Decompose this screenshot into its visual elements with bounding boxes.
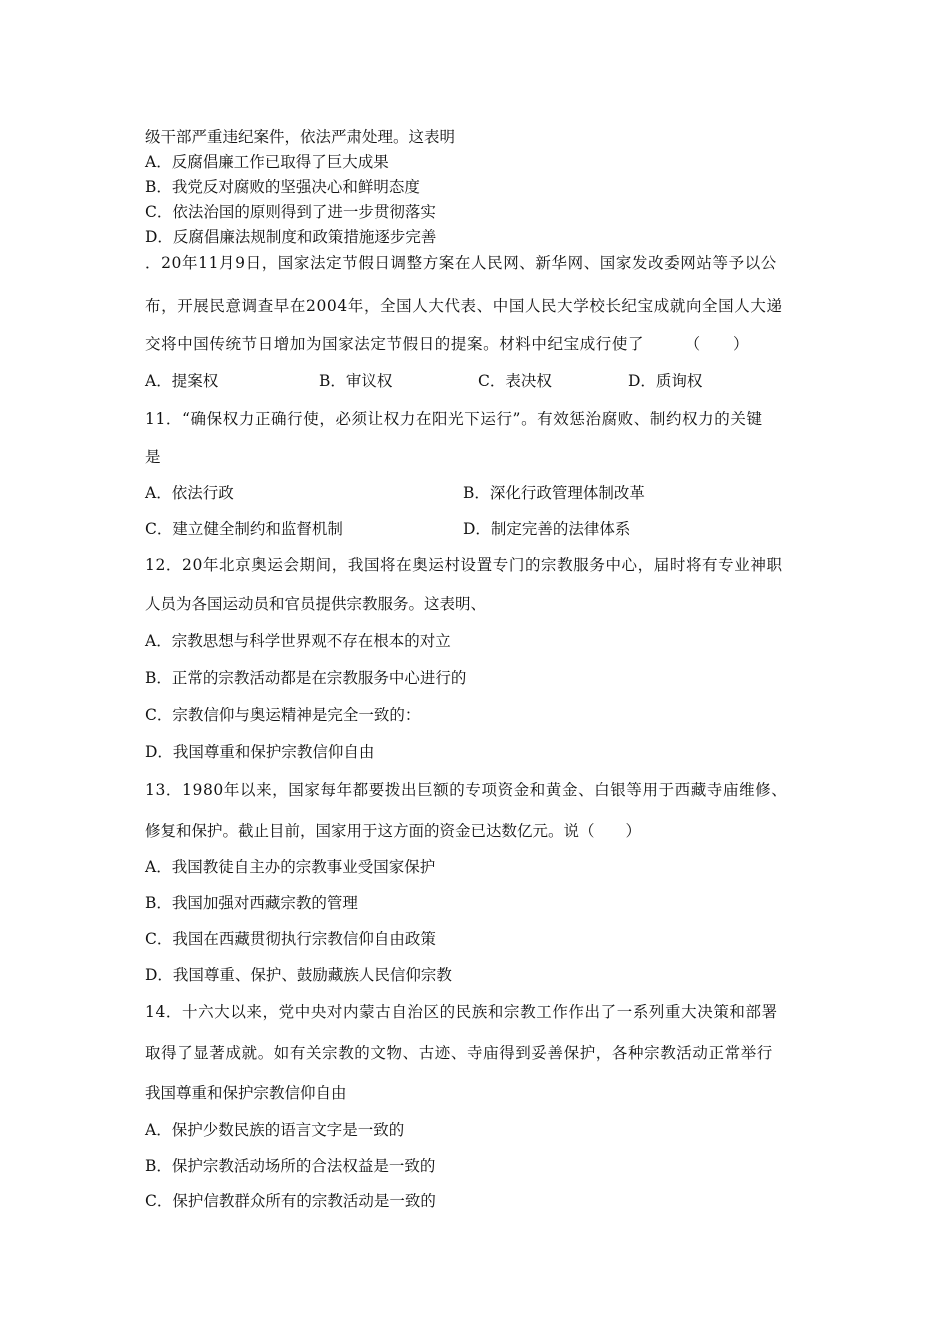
option-d: D．反腐倡廉法规制度和政策措施逐步完善	[145, 228, 437, 246]
question-13-line-1: 13．1980年以来，国家每年都要拨出巨额的专项资金和黄金、白银等用于西藏寺庙维修、	[145, 781, 788, 799]
option-c: C．建立健全制约和监督机制	[145, 520, 343, 538]
option-b: B．我国加强对西藏宗教的管理	[145, 894, 358, 912]
question-12-line-1: 12．20年北京奥运会期间，我国将在奥运村设置专门的宗教服务中心，届时将有专业神职	[145, 556, 783, 574]
option-d: D．制定完善的法律体系	[463, 520, 631, 538]
option-c: C．依法治国的原则得到了进一步贯彻落实	[145, 203, 436, 221]
question-11-line-1: 11．“确保权力正确行使，必须让权力在阳光下运行”。有效惩治腐败、制约权力的关键	[145, 410, 763, 428]
option-d: D．质询权	[628, 372, 703, 390]
option-a: A．依法行政	[145, 484, 234, 502]
question-10-line-2: 布，开展民意调查早在2004年，全国人大代表、中国人民大学校长纪宝成就向全国人大递	[145, 297, 783, 315]
option-a: A．保护少数民族的语言文字是一致的	[145, 1121, 405, 1139]
question-13-line-2: 修复和保护。截止目前，国家用于这方面的资金已达数亿元。说（ ）	[145, 822, 642, 840]
text-line: 级干部严重违纪案件，依法严肃处理。这表明	[145, 128, 456, 146]
option-c: C．保护信教群众所有的宗教活动是一致的	[145, 1192, 436, 1210]
option-a: A．我国教徒自主办的宗教事业受国家保护	[145, 858, 436, 876]
option-c: C．表决权	[478, 372, 552, 390]
option-d: D．我国尊重和保护宗教信仰自由	[145, 743, 375, 761]
question-10-line-1: ．20年11月9日，国家法定节假日调整方案在人民网、新华网、国家发改委网站等予以公	[145, 254, 777, 272]
option-b: B．正常的宗教活动都是在宗教服务中心进行的	[145, 669, 467, 687]
option-a: A．反腐倡廉工作已取得了巨大成果	[145, 153, 389, 171]
option-b: B．我党反对腐败的坚强决心和鲜明态度	[145, 178, 420, 196]
option-b: B．深化行政管理体制改革	[463, 484, 645, 502]
option-b: B．保护宗教活动场所的合法权益是一致的	[145, 1157, 436, 1175]
question-14-line-2: 取得了显著成就。如有关宗教的文物、古迹、寺庙得到妥善保护，各种宗教活动正常举行	[145, 1044, 773, 1062]
option-c: C．我国在西藏贯彻执行宗教信仰自由政策	[145, 930, 436, 948]
question-11-line-2: 是	[145, 448, 161, 466]
option-b: B．审议权	[319, 372, 393, 390]
question-10-line-3: 交将中国传统节日增加为国家法定节假日的提案。材料中纪宝成行使了 （ ）	[145, 335, 750, 353]
option-d: D．我国尊重、保护、鼓励藏族人民信仰宗教	[145, 966, 452, 984]
option-a: A．宗教思想与科学世界观不存在根本的对立	[145, 632, 451, 650]
question-14-line-1: 14．十六大以来，党中央对内蒙古自治区的民族和宗教工作作出了一系列重大决策和部署	[145, 1003, 778, 1021]
question-14-line-3: 我国尊重和保护宗教信仰自由	[145, 1084, 347, 1102]
option-c: C．宗教信仰与奥运精神是完全一致的：	[145, 706, 421, 724]
option-a: A．提案权	[145, 372, 219, 390]
question-12-line-2: 人员为各国运动员和官员提供宗教服务。这表明、	[145, 595, 487, 613]
